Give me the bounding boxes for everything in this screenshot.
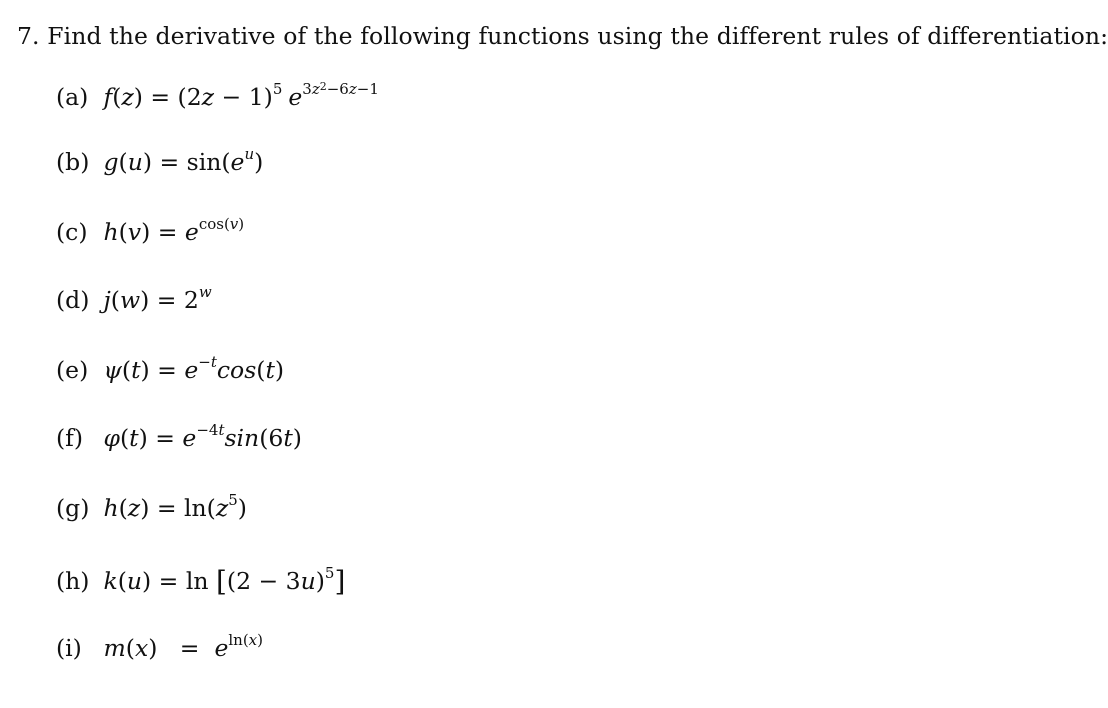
part-g — [56, 491, 247, 522]
part-label: (g) — [56, 494, 90, 522]
part-i — [56, 631, 263, 662]
part-label: (h) — [56, 567, 90, 595]
function-expression: $j(w) = 2^w$ — [103, 283, 212, 314]
part-label: (a) — [56, 83, 89, 111]
question-text: Find the derivative of the following functions using the different rules of differentiation: — [47, 22, 1108, 50]
part-f — [56, 421, 302, 452]
part-a — [56, 80, 379, 111]
function-expression: $\psi(t) = e^{-t}\cos(t)$ — [103, 353, 285, 384]
part-label: (b) — [56, 148, 90, 176]
part-d — [56, 283, 212, 314]
question-heading — [17, 22, 1108, 50]
part-label: (d) — [56, 286, 90, 314]
question-number: 7. — [17, 22, 40, 50]
function-expression: $f(z) = (2z - 1)^5$ $e^{3z^2-6z-1}$ — [103, 80, 379, 111]
function-expression: $h(z) = \ln(z^5)$ — [103, 491, 247, 522]
part-b — [56, 145, 264, 176]
part-h — [56, 564, 346, 598]
function-expression: $h(v) = e^{cos(v)}$ — [103, 215, 245, 246]
part-label: (c) — [56, 218, 88, 246]
part-c — [56, 215, 245, 246]
part-label: (f) — [56, 424, 84, 452]
function-expression: $\varphi(t) = e^{-4t}\sin(6t)$ — [103, 421, 302, 452]
part-label: (e) — [56, 356, 89, 384]
function-expression: $m(x) = e^{ln(x)}$ — [103, 631, 263, 662]
part-e — [56, 353, 285, 384]
part-label: (i) — [56, 634, 82, 662]
function-expression: $k(u) = \ln [(2 - 3u)^5]$ — [103, 564, 346, 598]
function-expression: $g(u) = \sin(e^u)$ — [103, 145, 264, 176]
